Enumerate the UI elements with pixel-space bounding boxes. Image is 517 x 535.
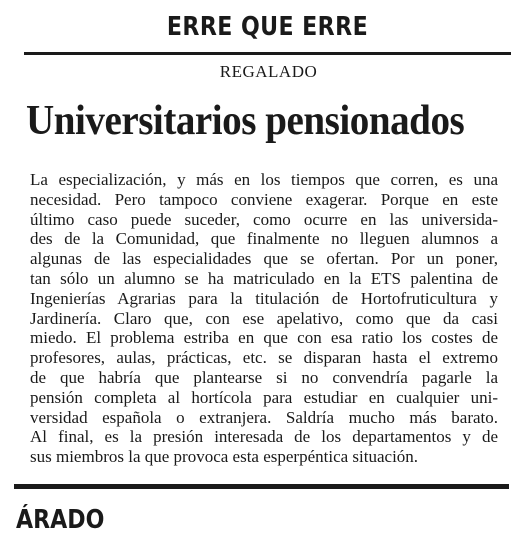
body-line: necesidad. Pero tampoco conviene exagerar. Porque en este xyxy=(30,189,498,209)
body-line: tan sólo un alumno se ha matriculado en la ETS palentina de xyxy=(30,268,498,288)
headline: Universitarios pensionados xyxy=(26,98,465,144)
body-line: sus miembros la que provoca esta esperpéntica situación. xyxy=(30,447,419,467)
body-line: versidad española o extranjera. Saldría mucho más barato. xyxy=(30,407,498,427)
section-title: ERRE QUE ERRE xyxy=(166,12,369,42)
body-line: profesores, aulas, prácticas, etc. se disparan hasta el extremo xyxy=(30,348,498,368)
body-line: Jardinería. Claro que, con ese apelativo, como que da casi xyxy=(30,308,498,328)
body-line: pensión completa al hortícola para estudiar en cualquier uni- xyxy=(30,387,498,407)
next-section-title: ÁRADO xyxy=(16,505,105,535)
body-line: de que habría que plantearse si no convendría pagarle la xyxy=(30,367,498,387)
section-header xyxy=(24,0,511,55)
body-line: algunas de las especialidades que se ofertan. Por un poner, xyxy=(30,249,498,269)
body-line: La especialización, y más en los tiempos que corren, es una xyxy=(30,170,498,189)
body-line: Ingenierías Agrarias para la titulación de Hortofruticultura y xyxy=(30,288,498,308)
article-body xyxy=(30,170,498,467)
bottom-rule xyxy=(14,484,509,489)
body-line: Al final, es la presión interesada de los departamentos y de xyxy=(30,427,498,447)
body-line: des de la Comunidad, que finalmente no lleguen alumnos a xyxy=(30,229,498,249)
body-line: miedo. El problema estriba en que con esa ratio los costes de xyxy=(30,328,498,348)
body-line: último caso puede suceder, como ocurre en las universida- xyxy=(30,209,498,229)
kicker: REGALADO xyxy=(219,62,318,81)
